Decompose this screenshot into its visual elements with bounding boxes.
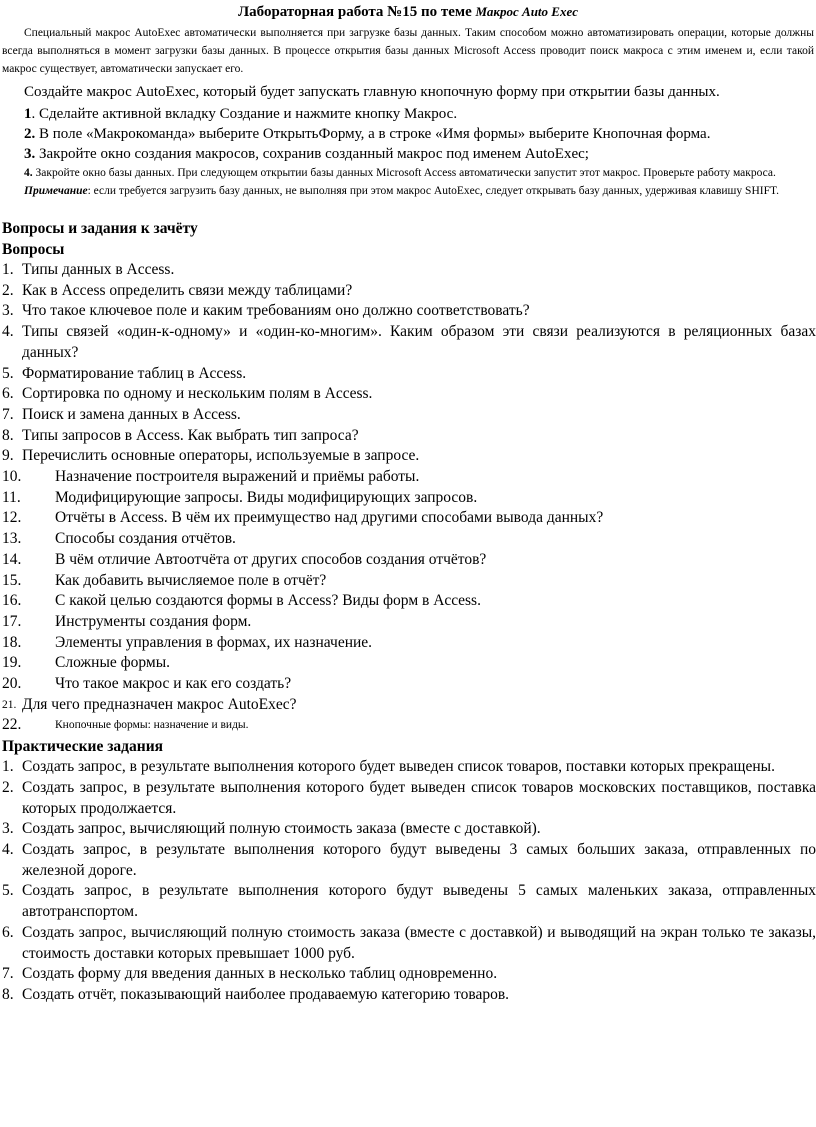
question-item-number: 11. — [2, 488, 21, 506]
question-item-number: 3. — [2, 302, 14, 320]
step-1 — [0, 104, 816, 124]
questions-list — [0, 260, 816, 736]
question-item — [0, 405, 816, 426]
question-item-text: Для чего предназначен макрос AutoExec? — [22, 695, 297, 713]
question-item-text: Как в Access определить связи между таблицами? — [22, 281, 353, 299]
section-title: Вопросы и задания к зачёту — [2, 220, 198, 237]
question-item-text: Форматирование таблиц в Access. — [22, 364, 247, 382]
question-item-text: Что такое ключевое поле и каким требованиям оно должно соответствовать? — [22, 302, 530, 320]
question-item-number: 10. — [2, 468, 22, 486]
step-number: 1 — [24, 106, 32, 122]
question-item-number: 15. — [2, 571, 22, 589]
question-item — [0, 674, 816, 695]
question-item — [0, 467, 816, 488]
step-4 — [0, 164, 816, 182]
question-item — [0, 695, 816, 716]
practice-item-number: 2. — [2, 778, 14, 796]
step-text: Закройте окно базы данных. При следующем открытии базы данных Microsoft Access автоматически запустит этот макрос. Проверьте работу макроса. — [32, 167, 776, 179]
practice-item-text: Создать отчёт, показывающий наиболее продаваемую категорию товаров. — [22, 985, 510, 1003]
question-item-text: Типы запросов в Access. Как выбрать тип запроса? — [22, 426, 359, 444]
question-item-text: Типы связей «один-к-одному» и «один-ко-многим». Каким образом эти связи реализуются в реляционных базах данных? — [22, 323, 816, 361]
question-item — [0, 281, 816, 302]
title-topic: Макрос Auto Exec — [475, 4, 579, 19]
question-item-text: Сложные формы. — [55, 654, 171, 672]
question-item-number: 17. — [2, 612, 22, 630]
question-item-number: 22. — [2, 716, 22, 734]
practice-item — [0, 819, 816, 840]
question-item-number: 14. — [2, 550, 22, 568]
intro-paragraph: Специальный макрос AutoExec автоматически выполняется при загрузке базы данных. Таким способом можно автоматизировать операции, которые должны всегда выполняться в момент загрузки базы данных. В процессе открытия базы данных Microsoft Access проводит поиск макроса с этим именем и, если такой макрос существует, автоматически запускает его. — [2, 27, 814, 75]
question-item — [0, 426, 816, 447]
question-item-text: Поиск и замена данных в Access. — [22, 405, 241, 423]
practice-item-number: 7. — [2, 965, 14, 983]
question-item-number: 4. — [2, 323, 14, 341]
question-item — [0, 612, 816, 633]
question-item-number: 18. — [2, 633, 22, 651]
question-item-text: Назначение построителя выражений и приёмы работы. — [55, 468, 420, 486]
step-2 — [0, 124, 816, 144]
title-main: Лабораторная работа №15 по теме — [237, 4, 476, 20]
question-item-text: Перечислить основные операторы, используемые в запросе. — [22, 447, 420, 465]
step-text: . Сделайте активной вкладку Создание и нажмите кнопку Макрос. — [31, 106, 458, 122]
question-item-number: 8. — [2, 426, 14, 444]
step-text: В поле «Макрокоманда» выберите ОткрытьФорму, а в строке «Имя формы» выберите Кнопочная форма. — [35, 126, 711, 142]
practice-item-text: Создать форму для введения данных в несколько таблиц одновременно. — [22, 965, 498, 983]
question-item-text: С какой целью создаются формы в Access? Виды форм в Access. — [55, 592, 481, 610]
step-number: 4. — [24, 167, 33, 179]
question-item — [0, 260, 816, 281]
question-item-text: Что такое макрос и как его создать? — [55, 675, 292, 693]
question-item — [0, 446, 816, 467]
question-item — [0, 529, 816, 550]
question-item-number: 16. — [2, 592, 22, 610]
question-item-text: Кнопочные формы: назначение и виды. — [55, 719, 249, 732]
practice-item-number: 8. — [2, 985, 14, 1003]
step-number: 3. — [24, 146, 36, 162]
question-item — [0, 715, 816, 736]
practice-item-text: Создать запрос, в результате выполнения которого будет выведен список товаров московских поставщиков, поставка которых продолжается. — [22, 778, 816, 817]
question-item-number: 20. — [2, 675, 22, 693]
practice-item-number: 3. — [2, 820, 14, 838]
practice-item-number: 5. — [2, 882, 14, 900]
practice-item — [0, 840, 816, 881]
question-item — [0, 488, 816, 509]
question-item — [0, 633, 816, 654]
questions-title: Вопросы — [2, 241, 65, 258]
question-item — [0, 550, 816, 571]
question-item-text: Отчёты в Access. В чём их преимущество над другими способами вывода данных? — [55, 509, 604, 527]
question-item-text: Как добавить вычисляемое поле в отчёт? — [55, 571, 327, 589]
practice-item-text: Создать запрос, в результате выполнения которого будет выведен список товаров, поставки которых прекращены. — [22, 758, 775, 776]
question-item — [0, 591, 816, 612]
practice-item — [0, 964, 816, 985]
note-text: : если требуется загрузить базу данных, не выполняя при этом макрос AutoExec, следует открывать базу данных, удерживая клавишу SHIFT. — [87, 185, 780, 197]
practice-item-text: Создать запрос, вычисляющий полную стоимость заказа (вместе с доставкой). — [22, 820, 541, 838]
step-3 — [0, 144, 816, 164]
question-item-text: Типы данных в Access. — [22, 261, 175, 278]
practice-item-number: 1. — [2, 758, 14, 776]
practice-list — [0, 757, 816, 1005]
question-item-number: 12. — [2, 509, 22, 527]
question-item-text: В чём отличие Автоотчёта от других способов создания отчётов? — [55, 550, 487, 568]
question-item-number: 13. — [2, 530, 22, 548]
question-item — [0, 384, 816, 405]
practice-item — [0, 881, 816, 922]
practice-item — [0, 778, 816, 819]
practice-title: Практические задания — [2, 738, 164, 756]
question-item — [0, 322, 816, 363]
question-item-text: Сортировка по одному и нескольким полям в Access. — [22, 385, 373, 403]
question-item — [0, 653, 816, 674]
practice-item-number: 6. — [2, 923, 14, 941]
question-item-number: 7. — [2, 405, 14, 423]
note-paragraph — [0, 182, 816, 200]
question-item — [0, 571, 816, 592]
question-item-text: Элементы управления в формах, их назначение. — [55, 633, 373, 651]
question-item-number: 1. — [2, 261, 14, 278]
practice-item — [0, 757, 816, 778]
note-label: Примечание — [24, 185, 88, 197]
question-item — [0, 301, 816, 322]
page-title — [0, 2, 816, 22]
question-item-text: Способы создания отчётов. — [55, 530, 236, 548]
practice-item-text: Создать запрос, в результате выполнения которого будут выведены 3 самых больших заказа, отправленных по железной дороге. — [22, 840, 816, 879]
question-item-number: 2. — [2, 281, 14, 299]
question-item-text: Инструменты создания форм. — [55, 612, 252, 630]
question-item — [0, 508, 816, 529]
question-item-number: 21. — [2, 698, 17, 711]
practice-item — [0, 985, 816, 1006]
step-number: 2. — [24, 126, 36, 142]
question-item — [0, 364, 816, 385]
practice-item-number: 4. — [2, 840, 14, 858]
question-item-number: 19. — [2, 654, 22, 672]
practice-item — [0, 923, 816, 964]
question-item-text: Модифицирующие запросы. Виды модифицирующих запросов. — [55, 488, 478, 506]
question-item-number: 5. — [2, 364, 14, 382]
question-item-number: 9. — [2, 447, 14, 465]
practice-item-text: Создать запрос, в результате выполнения которого будут выведены 5 самых маленьких заказа, отправленных автотранспортом. — [22, 882, 816, 921]
practice-item-text: Создать запрос, вычисляющий полную стоимость заказа (вместе с доставкой) и выводящий на экран только те заказы, стоимость доставки которых превышает 1000 руб. — [22, 923, 816, 962]
question-item-number: 6. — [2, 385, 14, 403]
task-paragraph: Создайте макрос AutoExec, который будет запускать главную кнопочную форму при открытии базы данных. — [24, 84, 720, 100]
step-text: Закройте окно создания макросов, сохранив созданный макрос под именем AutoExec; — [35, 146, 589, 162]
